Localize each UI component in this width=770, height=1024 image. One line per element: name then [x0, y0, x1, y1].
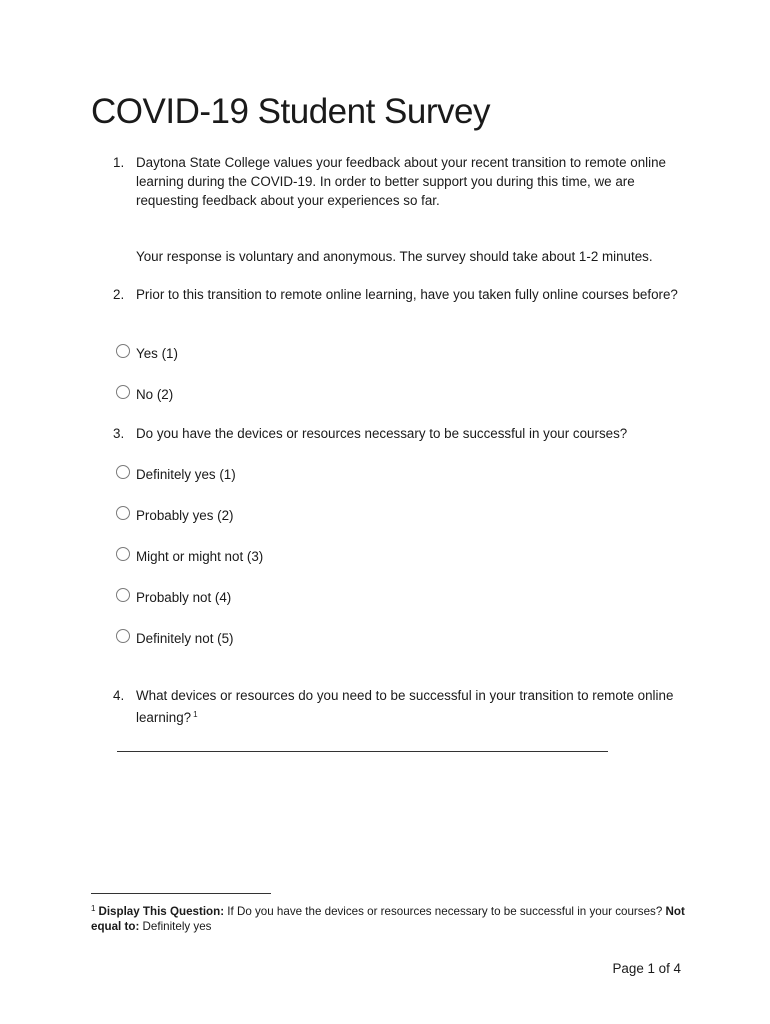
question-3	[113, 424, 693, 443]
survey-note: Your response is voluntary and anonymous. The survey should take about 1-2 minutes.	[136, 249, 653, 264]
option-label: Might or might not (3)	[136, 549, 264, 564]
radio-option-yes[interactable]	[116, 344, 178, 363]
question-number: 1.	[113, 155, 125, 170]
option-label: Probably yes (2)	[136, 508, 234, 523]
question-text: Do you have the devices or resources necessary to be successful in your courses?	[136, 426, 628, 441]
option-label: No (2)	[136, 387, 174, 402]
footnote-text-value: Definitely yes	[139, 920, 212, 933]
question-text: Daytona State College values your feedback about your recent transition to remote online learning during the COVID-19. In order to better support you during this time, we are requesting feedback about your experiences so far.	[136, 155, 666, 208]
question-1	[113, 153, 693, 210]
radio-option-probably-yes[interactable]	[116, 506, 234, 525]
footnote-marker: 1	[91, 904, 96, 913]
radio-option-probably-not[interactable]	[116, 588, 231, 607]
radio-option-definitely-yes[interactable]	[116, 465, 236, 484]
radio-option-definitely-not[interactable]	[116, 629, 234, 648]
question-4	[113, 686, 693, 727]
radio-circle-icon[interactable]	[116, 344, 130, 358]
question-text: Prior to this transition to remote online learning, have you taken fully online courses before?	[136, 287, 678, 302]
footnote-reference: 1	[193, 710, 198, 719]
footnote-divider	[91, 893, 271, 894]
radio-circle-icon[interactable]	[116, 588, 130, 602]
footnote-label-not-equal: Not equal to:	[91, 905, 685, 933]
radio-circle-icon[interactable]	[116, 547, 130, 561]
radio-circle-icon[interactable]	[116, 506, 130, 520]
radio-circle-icon[interactable]	[116, 465, 130, 479]
radio-circle-icon[interactable]	[116, 629, 130, 643]
option-label: Yes (1)	[136, 346, 178, 361]
question-text	[136, 686, 693, 727]
option-label: Definitely not (5)	[136, 631, 234, 646]
radio-circle-icon[interactable]	[116, 385, 130, 399]
radio-option-no[interactable]	[116, 385, 173, 404]
question-text-body: What devices or resources do you need to be successful in your transition to remote online learning?	[136, 688, 674, 725]
question-number: 2.	[113, 287, 125, 302]
footnote-label-display: Display This Question:	[98, 905, 225, 918]
page-number: Page 1 of 4	[612, 961, 681, 976]
option-label: Definitely yes (1)	[136, 467, 236, 482]
page-title: COVID-19 Student Survey	[91, 92, 490, 131]
answer-blank-line[interactable]	[117, 751, 608, 752]
question-2	[113, 285, 693, 304]
footnote-text-condition: If Do you have the devices or resources necessary to be successful in your courses?	[224, 905, 666, 918]
question-number: 4.	[113, 688, 125, 703]
question-number: 3.	[113, 426, 125, 441]
footnote	[91, 901, 691, 934]
radio-option-might-or-might-not[interactable]	[116, 547, 263, 566]
option-label: Probably not (4)	[136, 590, 232, 605]
